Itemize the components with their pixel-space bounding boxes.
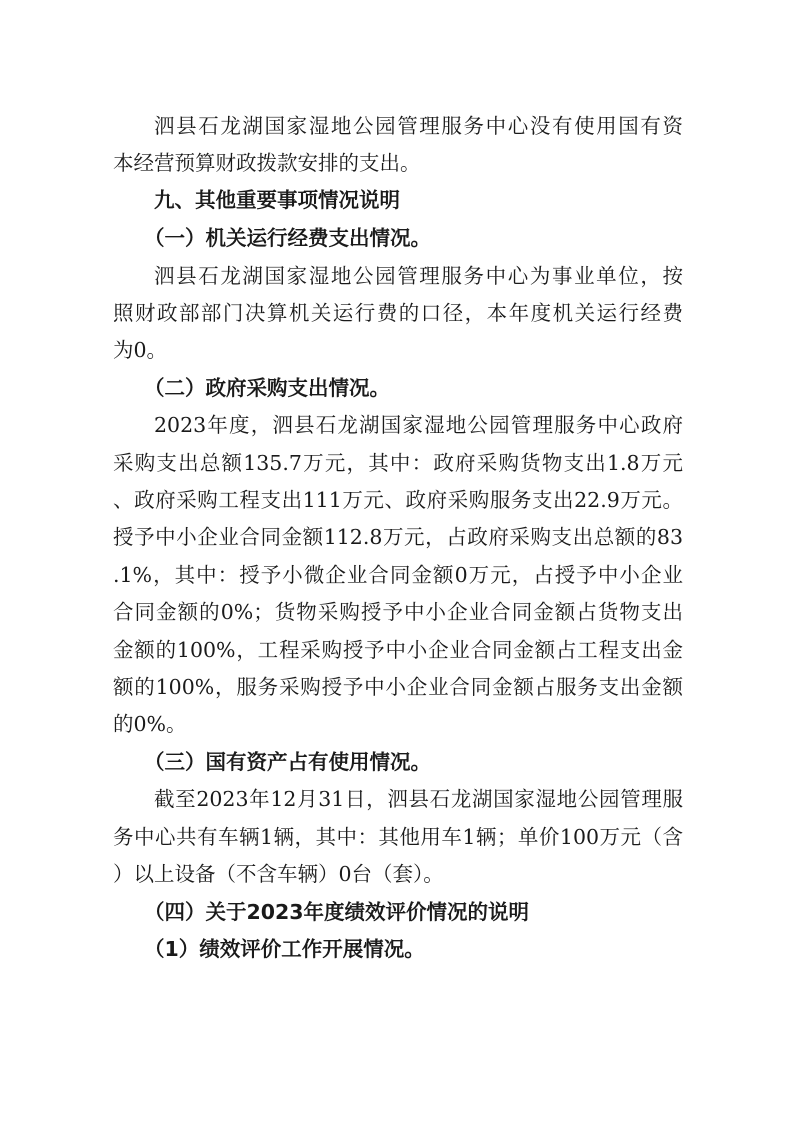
paragraph-line: 照财政部部门决算机关运行费的口径，本年度机关运行经费: [113, 301, 683, 325]
paragraph-line: 授予中小企业合同金额112.8万元，占政府采购支出总额的83: [113, 525, 683, 549]
paragraph-line: 为0。: [113, 338, 168, 362]
subsection-heading: （1）绩效评价工作开展情况。: [144, 937, 425, 961]
paragraph-line: 务中心共有车辆1辆，其中：其他用车1辆；单价100万元（含: [113, 825, 683, 849]
paragraph-line: ）以上设备（不含车辆）0台（套）。: [113, 862, 444, 886]
subsection-heading: （四）关于2023年度绩效评价情况的说明: [144, 900, 530, 924]
paragraph-line: 2023年度，泗县石龙湖国家湿地公园管理服务中心政府: [154, 413, 683, 437]
paragraph-line: 的0%。: [113, 712, 187, 736]
paragraph-line: 泗县石龙湖国家湿地公园管理服务中心为事业单位，按: [154, 264, 683, 288]
subsection-heading: （三）国有资产占有使用情况。: [144, 750, 431, 774]
paragraph-line: 本经营预算财政拨款安排的支出。: [113, 151, 421, 175]
subsection-heading: （一）机关运行经费支出情况。: [144, 226, 431, 250]
paragraph-line: 金额的100%，工程采购授予中小企业合同金额占工程支出金: [113, 638, 683, 662]
paragraph-line: 、政府采购工程支出111万元、政府采购服务支出22.9万元。: [113, 488, 683, 512]
paragraph-line: .1%，其中：授予小微企业合同金额0万元，占授予中小企业: [113, 563, 683, 587]
paragraph-line: 额的100%，服务采购授予中小企业合同金额占服务支出金额: [113, 675, 683, 699]
paragraph-line: 采购支出总额135.7万元，其中：政府采购货物支出1.8万元: [113, 451, 683, 475]
paragraph-line: 合同金额的0%；货物采购授予中小企业合同金额占货物支出: [113, 600, 683, 624]
paragraph-line: 截至2023年12月31日，泗县石龙湖国家湿地公园管理服: [154, 787, 683, 811]
paragraph-line: 泗县石龙湖国家湿地公园管理服务中心没有使用国有资: [154, 114, 683, 138]
subsection-heading: （二）政府采购支出情况。: [144, 376, 390, 400]
section-heading: 九、其他重要事项情况说明: [154, 188, 400, 212]
